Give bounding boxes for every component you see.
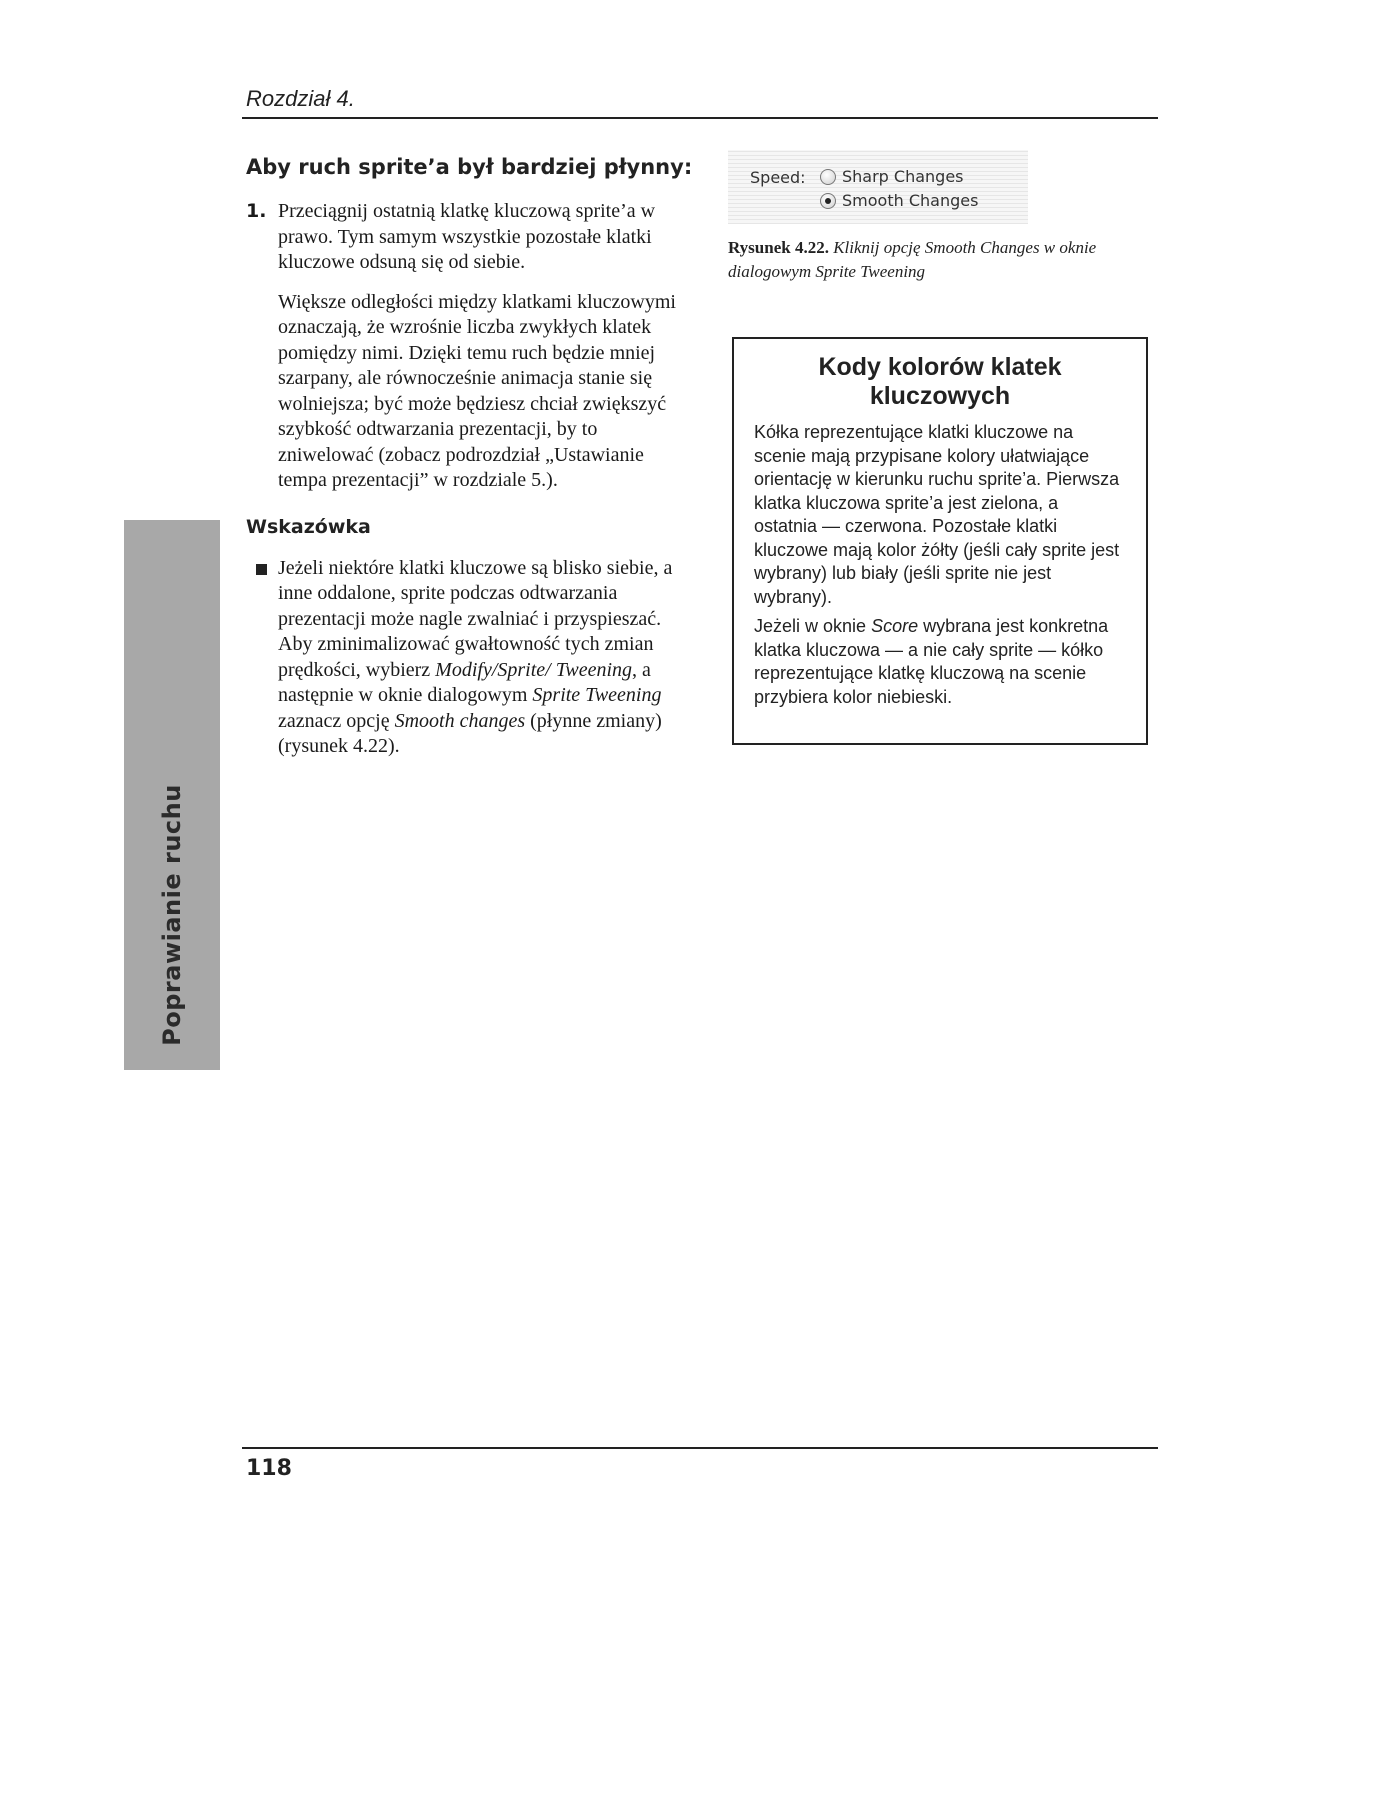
step-1 — [246, 199, 696, 276]
figure-caption — [728, 236, 1148, 284]
sharp-changes-label: Sharp Changes — [842, 167, 964, 186]
sidebar-paragraph-1: Kółka reprezentujące klatki kluczowe na scenie mają przypisane kolory ułatwiające orientację w kierunku ruchu sprite’a. Pierwsza klatka kluczowa sprite’a jest zielona, a ostatnia — czerwona. Pozostałe klatki kluczowe mają kolor żółty (jeśli cały sprite jest wybrany) lub biały (jeśli sprite nie jest wybrany). — [754, 422, 1120, 607]
sidebar-box — [732, 337, 1148, 745]
tip-item — [246, 556, 696, 760]
explanation-paragraph: Większe odległości między klatkami kluczowymi oznaczają, że wzrośnie liczba zwykłych klatek pomiędzy nimi. Dzięki temu ruch będzie mniej szarpany, ale równocześnie animacja stanie się wolniejsza; być może będziesz chciał zwiększyć szybkość odtwarzania prezentacji, by to zniwelować (zobacz podrozdział „Ustawianie tempa prezentacji” w rozdziale 5.). — [278, 290, 676, 491]
score-window-name: Score — [871, 616, 919, 636]
sidebar-paragraph-2: Jeżeli w oknie Score wybrana jest konkretna klatka kluczowa — a nie cały sprite — kółko reprezentujące klatkę kluczową na scenie przybiera kolor niebieski. — [754, 616, 1109, 707]
radio-unchecked-icon[interactable] — [820, 169, 836, 185]
smooth-changes-label: Smooth Changes — [842, 191, 979, 210]
figure-caption-text: Kliknij opcję Smooth Changes w oknie dialogowym Sprite Tweening — [728, 238, 1097, 281]
dialog-name: Sprite Tweening — [532, 684, 662, 706]
menu-path: Modify/Sprite/ Tweening — [435, 658, 632, 681]
header-rule — [242, 117, 1158, 119]
smooth-changes-option[interactable] — [820, 191, 978, 210]
tip-heading: Wskazówka — [246, 515, 371, 538]
figure-number: Rysunek 4.22. — [728, 238, 829, 257]
side-tab — [124, 520, 220, 1070]
footer-rule — [242, 1447, 1158, 1449]
page-number: 118 — [246, 1456, 292, 1481]
speed-label: Speed: — [750, 168, 806, 187]
radio-checked-icon[interactable] — [820, 193, 836, 209]
sprite-tweening-dialog-crop — [728, 150, 1028, 224]
step-text: Przeciągnij ostatnią klatkę kluczową sprite’a w prawo. Tym samym wszystkie pozostałe klatki kluczowe odsuną się od siebie. — [278, 200, 656, 273]
step-number: 1. — [246, 200, 267, 222]
option-name: Smooth changes — [394, 709, 526, 732]
main-column — [246, 155, 696, 760]
sharp-changes-option[interactable] — [820, 167, 964, 186]
section-heading: Aby ruch sprite’a był bardziej płynny: — [246, 155, 693, 179]
tip-text: Jeżeli niektóre klatki kluczowe są blisko siebie, a inne oddalone, sprite podczas odtwarzania prezentacji może nagle zwalniać i przyspieszać. Aby zminimalizować gwałtowność tych zmian prędkości, wybierz Modify/Sprite/ Tweening, a następnie w oknie dialogowym Sprite Tweening zaznacz opcję Smooth changes (płynne zmiany) (rysunek 4.22). — [278, 556, 673, 757]
chapter-header: Rozdział 4. — [246, 86, 355, 111]
sidebar-title: Kody kolorów klatek kluczowych — [818, 353, 1062, 410]
side-tab-label: Poprawianie ruchu — [158, 784, 186, 1046]
square-bullet-icon — [246, 556, 278, 760]
